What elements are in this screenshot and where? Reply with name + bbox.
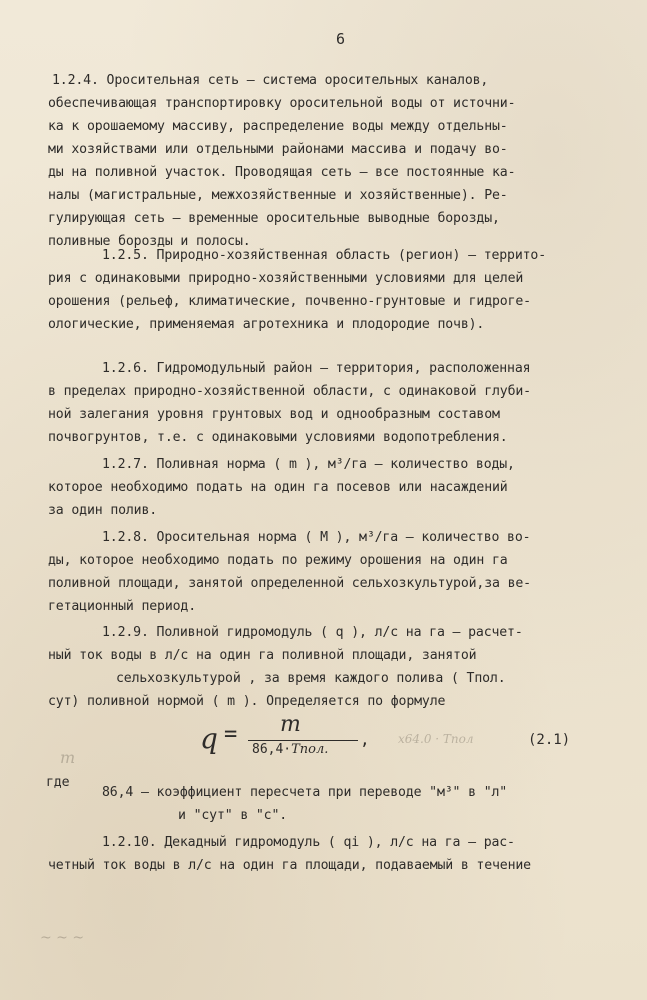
faint-pencil-mark: т	[60, 748, 76, 767]
text-line: сельхозкультурой , за время каждого полива ( Tпол.	[116, 671, 506, 686]
text-line: 1.2.4. Оросительная сеть – система оросительных каналов,	[52, 73, 489, 88]
text-line: рия с одинаковыми природно-хозяйственными условиями для целей	[48, 271, 524, 286]
text-line: сут) поливной нормой ( m ). Определяется по формуле	[48, 694, 446, 709]
formula-2-1	[200, 712, 370, 762]
text-line: ной залегания уровня грунтовых вод и однообразным составом	[48, 407, 500, 422]
fraction-bar	[248, 740, 358, 741]
text-line: поливной площади, занятой определенной сельхозкультурой,за ве-	[48, 576, 531, 591]
formula-lhs: q	[200, 722, 218, 755]
text-line: поливные борозды и полосы.	[48, 234, 251, 249]
text-line: и "сут" в "с".	[178, 808, 288, 823]
faint-bleed-through: ~ ~ ~	[40, 930, 85, 946]
text-line: 1.2.5. Природно-хозяйственная область (регион) – террито-	[102, 248, 547, 263]
text-line: ологические, применяемая агротехника и плодородие почв).	[48, 317, 485, 332]
equation-number: (2.1)	[528, 732, 571, 748]
text-line: 1.2.9. Поливной гидромодуль ( q ), л/с на га – расчет-	[102, 625, 523, 640]
denominator-coefficient: 86,4·	[252, 742, 292, 757]
formula-numerator: m	[280, 712, 301, 737]
text-line: ный ток воды в л/с на один га поливной площади, занятой	[48, 648, 477, 663]
text-line: четный ток воды в л/с на один га площади, подаваемый в течение	[48, 858, 531, 873]
text-line: 1.2.7. Поливная норма ( m ), м³/га – количество воды,	[102, 457, 515, 472]
text-line: которое необходимо подать на один га посевов или насаждений	[48, 480, 508, 495]
text-line: ды на поливной участок. Проводящая сеть – все постоянные ка-	[48, 165, 516, 180]
text-line: обеспечивающая транспортировку оросительной воды от источни-	[48, 96, 516, 111]
text-line: ды, которое необходимо подать по режиму орошения на один га	[48, 553, 508, 568]
text-line: 1.2.10. Декадный гидромодуль ( qi ), л/с на га – рас-	[102, 835, 515, 850]
text-line: ми хозяйствами или отдельными районами массива и подачу во-	[48, 142, 508, 157]
formula-equals: =	[224, 722, 238, 747]
text-line: гулирующая сеть – временные оросительные выводные борозды,	[48, 211, 500, 226]
text-line: орошения (рельеф, климатические, почвенно-грунтовые и гидроге-	[48, 294, 531, 309]
text-line: в пределах природно-хозяйственной области, с одинаковой глуби-	[48, 384, 531, 399]
text-line: 86,4 – коэффициент пересчета при переводе "м³" в "л"	[102, 785, 508, 800]
text-line: за один полив.	[48, 503, 158, 518]
formula-denominator	[252, 742, 328, 757]
text-line: ка к орошаемому массиву, распределение воды между отдельны-	[48, 119, 508, 134]
formula-comma: ,	[360, 730, 370, 749]
text-line: 1.2.6. Гидромодульный район – территория, расположенная	[102, 361, 531, 376]
text-line: где	[46, 775, 70, 790]
text-line: 1.2.8. Оросительная норма ( M ), м³/га – количество во-	[102, 530, 531, 545]
denominator-variable: Tпол.	[291, 742, 329, 757]
faint-pencil-mark: x64.0 · Tпол	[398, 732, 474, 746]
text-line: почвогрунтов, т.е. с одинаковыми условиями водопотребления.	[48, 430, 508, 445]
text-line: налы (магистральные, межхозяйственные и хозяйственные). Ре-	[48, 188, 508, 203]
page-number: 6	[336, 30, 346, 48]
text-line: гетационный период.	[48, 599, 197, 614]
